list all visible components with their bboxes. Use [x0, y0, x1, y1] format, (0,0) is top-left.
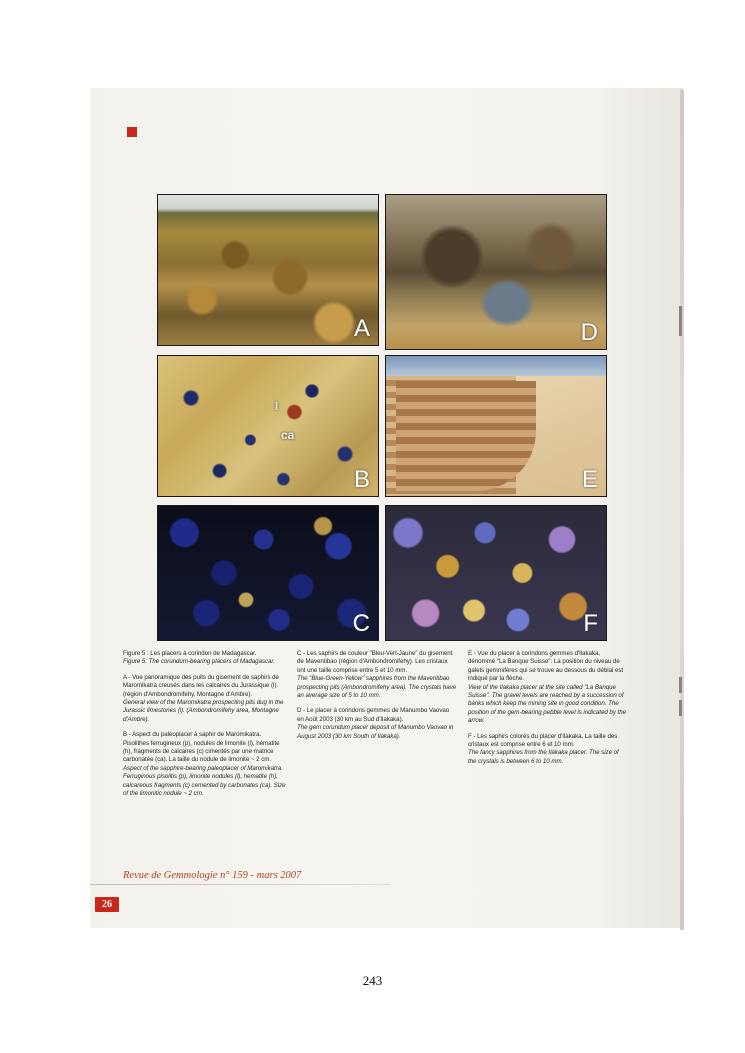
figure-title-fr: Figure 5 : Les placers à corindon de Madagascar. [123, 650, 257, 657]
photo-tag-l: l [275, 401, 279, 413]
caption-f [468, 733, 628, 767]
caption-column-1 [123, 650, 286, 806]
caption-f-fr: F - Les saphirs colorés du placer d'Ilakaka. La taille des cristaux est comprise entre 6 et 10 mm. [468, 732, 618, 749]
edge-mark [679, 677, 682, 693]
edge-mark [679, 306, 682, 336]
photo-pit [396, 381, 536, 491]
photo-sky [386, 356, 606, 376]
caption-c [297, 650, 457, 700]
caption-e-fr: E - Vue du placer à corindons gemmes d'Ilakaka, dénommé "La Banque Suisse". La position du niveau de galets gemmifères qui se trouve au dessous du déblai est indiqué par la flèche. [468, 650, 624, 683]
caption-d-fr: D - Le placer à corindons gemmes de Manumbo Vaovao en Août 2003 (30 km au Sud d'Ilakaka). [297, 707, 450, 723]
caption-a [123, 674, 286, 724]
caption-b-fr: B - Aspect du paléoplacer à saphir de Maromikatra. Pisolithes ferrugineux (p), nodules de limonite (l), hématite (h), fragments de calcaires (c) cimentés par une matrice carbonatée (ca). La taille du nodule de limonite ~ 2 cm. [123, 731, 280, 764]
section-marker-square [127, 127, 137, 137]
photo-c-blue-sapphires [157, 505, 379, 641]
page-badge: 26 [95, 897, 119, 912]
photo-e-banque-suisse [385, 355, 607, 497]
caption-c-en: The "Blue-Green-Yellow" sapphires from the Maventibao prospecting pits (Ambondromifehy area). The crystals have an average size of 5 to 10 mm. [297, 675, 457, 700]
edge-mark [679, 700, 682, 716]
photo-letter: F [583, 610, 598, 637]
photo-d-manumbo-placer [385, 194, 607, 350]
caption-d [297, 707, 457, 741]
caption-c-fr: C - Les saphirs de couleur "Bleu-Vert-Jaune" du gisement de Maventibao (région d'Ambondromifehy). Les cristaux ont une taille comprise entre 5 et 10 mm. [297, 650, 453, 674]
photo-letter: A [353, 315, 370, 342]
caption-d-en: The gem corundum placer deposit of Manumbo Vaovao in August 2003 (30 km South of Ilakaka). [297, 724, 454, 740]
figure-title-en: Figure 5: The corundum-bearing placers of Madagascar. [123, 658, 275, 666]
photo-b-paleoplacer [157, 355, 379, 497]
caption-column-2 [297, 650, 457, 748]
photo-a-panoramic-pits [157, 194, 379, 346]
caption-e-en: View of the Ilakaka placer at the site called "La Banque Suisse". The gravel levels are reached by a succession of banks which keep the mining site in good condition. The position of the gem-bearing pebble level is indicated by the arrow. [468, 683, 626, 725]
page-number: 243 [362, 973, 383, 988]
caption-b [123, 731, 286, 798]
footer-rule [90, 884, 390, 885]
caption-column-3 [468, 650, 628, 773]
photo-tag-ca: ca [281, 428, 295, 442]
photo-letter: B [353, 466, 370, 493]
caption-b-en: Aspect of the sapphire-bearing paleoplacer of Maromikatra. Ferruginous pisolitis (p), limonite nodules (l), hematite (h), calcareous fragments (c) cemented by carbonates (ca). Size of the limonitic nodule ~ 2 cm. [123, 764, 286, 798]
caption-e [468, 650, 628, 726]
journal-title: Revue de Gemmologie n° 159 - mars 2007 [123, 870, 302, 881]
caption-a-fr: A - Vue panoramique des puits du gisement de saphirs de Maromikatra creusés dans les calcaires du Jurassique (l). (région d'Ambondromifehy, Montagne d'Ambre). [123, 673, 279, 698]
photo-letter: E [581, 466, 598, 493]
caption-a-en: General view of the Maromikatra prospecting pits dug in the Jurassic limestones (l). (Ambondromifehy area, Montagne d'Ambre). [123, 699, 284, 723]
photo-f-fancy-sapphires [385, 505, 607, 641]
caption-f-en: The fancy sapphires from the Ilakaka placer. The size of the crystals is between 6 to 10 mm. [468, 749, 619, 765]
page-edge-shadow [680, 90, 684, 930]
photo-letter: C [352, 610, 370, 637]
figure-title [123, 650, 286, 667]
photo-letter: D [580, 319, 598, 346]
